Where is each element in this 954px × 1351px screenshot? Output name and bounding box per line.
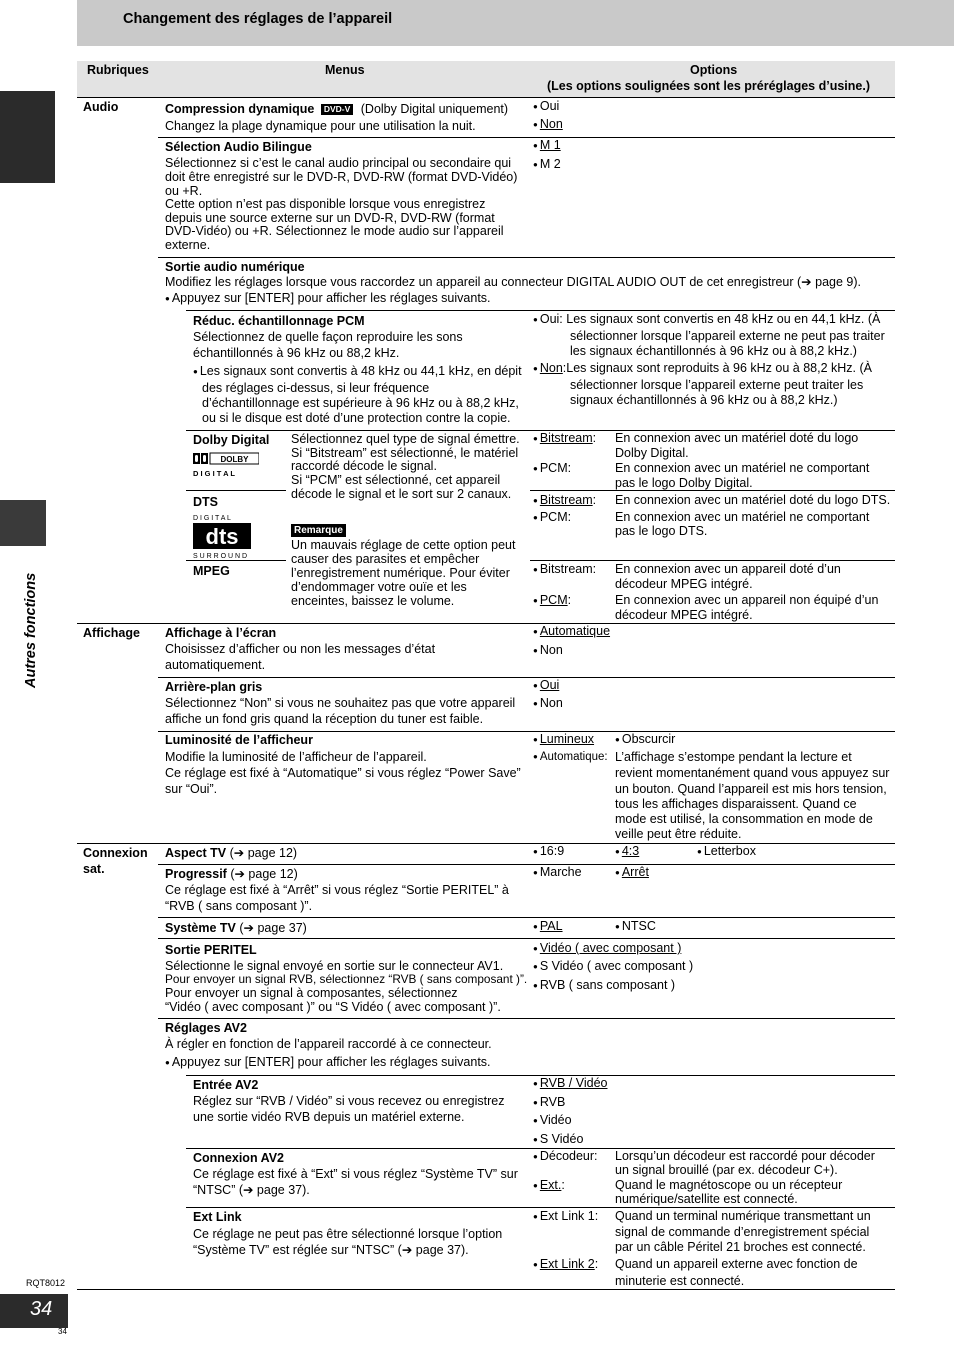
dolby-pcm-desc1: En connexion avec un matériel ne comportant [615,461,870,475]
lum-line2: Ce réglage est fixé à “Automatique” si vous réglez “Power Save” [165,766,521,780]
mpeg-pcm-desc1: En connexion avec un appareil non équipé d’un [615,593,879,607]
dolby-digital-logo [193,452,259,478]
remarque-line5: enceintes, baissez le volume. [291,594,455,608]
ext-desc1: Quand le magnétoscope ou un récepteur [615,1178,843,1192]
option-pal: ● PAL [533,919,563,935]
dolby-desc4: Si “PCM” est sélectionné, cet appareil [291,473,501,487]
mpeg-title: MPEG [193,564,230,578]
dolby-pcm-desc2: pas le logo Dolby Digital. [615,476,753,490]
peritel-line3: Pour envoyer un signal à composantes, sélectionnez [165,986,458,1000]
option-ext: ● Ext.: [533,1178,565,1194]
peritel-line2: Pour envoyer un signal RVB, sélectionnez “RVB ( sans composant )”. [165,972,528,986]
compression-title-row [165,102,508,116]
peritel-line1: Sélectionne le signal envoyé en sortie sur le connecteur AV1. [165,959,504,973]
dolby-title: Dolby Digital [193,433,270,447]
option-automatique-lum: ● Automatique: [533,750,608,765]
remarque-line1: Un mauvais réglage de cette option peut [291,538,516,552]
cav2-line1: Ce réglage est fixé à “Ext” si vous réglez “Système TV” sur [193,1167,518,1181]
remarque-line4: d’endommager votre ouïe et les [291,580,467,594]
sortie-title: Sortie audio numérique [165,260,305,274]
rubrique-audio: Audio [83,100,119,114]
option-m1: ● M 1 [533,138,561,154]
ecran-line1: Choisissez d’afficher ou non les messages d’état [165,642,436,656]
av2-title: Réglages AV2 [165,1021,247,1035]
mpeg-option-pcm: ● PCM: [533,593,571,609]
option-video: ● Vidéo [533,1113,572,1129]
peritel-title: Sortie PERITEL [165,943,257,957]
dolby-option-bitstream: ● Bitstream: [533,431,596,447]
lum-auto-desc2: revient momentanément quand vous appuyez sur [615,766,890,780]
arriere-title: Arrière-plan gris [165,680,263,694]
dts-logo [193,513,255,559]
entree-title: Entrée AV2 [193,1078,259,1092]
option-svideo-composant: ● S Vidéo ( avec composant ) [533,959,693,975]
dolby-option-pcm: ● PCM: [533,461,571,477]
dts-pcm-desc1: En connexion avec un matériel ne comportant [615,510,870,524]
remarque-line2: causer des parasites et empêcher [291,552,480,566]
dolby-bitstream-desc2: Dolby Digital. [615,446,689,460]
dolby-desc2: Si “Bitstream” est sélectionné, le matériel [291,446,519,460]
ecran-line2: automatiquement. [165,658,266,672]
lum-title: Luminosité de l’afficheur [165,733,313,747]
cav2-line2: “NTSC” (➔ page 37). [193,1183,310,1197]
lum-auto-desc5: mode est utilisé, la consommation en mode de [615,812,873,826]
extlink1-desc2: signal de commande d’enregistrement spécial [615,1225,870,1239]
bilingue-line5: depuis une source externe sur un DVD-R, DVD-RW (format [165,211,495,225]
option-non-arriere: ● Non [533,696,563,712]
arriere-line1: Sélectionnez “Non” si vous ne souhaitez pas que votre appareil [165,696,516,710]
lum-auto-desc6: veille peut être réduite. [615,827,742,841]
cav2-title: Connexion AV2 [193,1151,284,1165]
dts-logo-top: D I G I T A L [193,515,231,522]
pcm-title: Réduc. échantillonnage PCM [193,314,365,328]
pcm-non-line3: signaux échantillonnés à 96 kHz ou à 88,2 kHz.) [570,393,838,407]
option-marche: ● Marche [533,865,582,881]
progressif-line2: “RVB ( sans composant )”. [165,899,313,913]
compression-desc: Changez la plage dynamique pour une utilisation la nuit. [165,119,476,133]
option-m2: ● M 2 [533,157,561,173]
column-options-note: (Les options soulignées sont les préréglages d’usine.) [547,79,870,93]
option-extlink2: ● Ext Link 2: [533,1257,598,1273]
dts-option-bitstream: ● Bitstream: [533,493,596,509]
pcm-bullet3: d’échantillonnage est supérieure à 96 kHz ou à 88,2 kHz, [202,396,519,410]
dolby-logo-sub: D I G I T A L [193,469,235,478]
systeme-title-row: Système TV (➔ page 37) [165,921,307,935]
extlink2-desc2: minuterie est connecté. [615,1274,745,1288]
pcm-bullet2: des réglages ci-dessus, si leur fréquence [202,381,430,395]
option-rvb-video: ● RVB / Vidéo [533,1076,607,1092]
dolby-desc5: décode le signal et le sort sur 2 canaux. [291,487,512,501]
dts-title: DTS [193,495,218,509]
rubrique-affichage: Affichage [83,626,140,640]
dts-bitstream-desc: En connexion avec un matériel doté du logo DTS. [615,493,891,507]
dvd-v-badge: DVD-V [321,104,353,115]
option-16-9: ● 16:9 [533,844,564,860]
pcm-non-line2: sélectionner lorsque l’appareil externe peut traiter les [570,378,864,392]
page-title: Changement des réglages de l’appareil [123,11,393,27]
aspect-title-row: Aspect TV (➔ page 12) [165,846,298,860]
bilingue-line4: Cette option n’est pas disponible lorsque vous enregistrez [165,197,486,211]
column-options: Options [690,63,738,77]
peritel-line4: “Vidéo ( avec composant )” ou “S Vidéo ( avec composant )”. [165,1000,501,1014]
bilingue-title: Sélection Audio Bilingue [165,140,312,154]
mpeg-option-bitstream: ● Bitstream: [533,562,596,578]
option-non-ecran: ● Non [533,643,563,659]
column-menus: Menus [325,63,365,77]
extlink-title: Ext Link [193,1210,242,1224]
extlink-line1: Ce réglage ne peut pas être sélectionné lorsque l’option [193,1227,503,1241]
av2-line1: À régler en fonction de l’appareil raccordé à ce connecteur. [165,1037,492,1051]
column-rubriques: Rubriques [87,63,149,77]
compression-note: (Dolby Digital uniquement) [360,102,509,116]
page-number-small: 34 [58,1327,67,1336]
option-rvb: ● RVB [533,1095,565,1111]
bilingue-line1: Sélectionnez si c’est le canal audio principal ou secondaire qui [165,156,512,170]
option-ntsc: ● NTSC [615,919,656,935]
decodeur-desc1: Lorsqu’un décodeur est raccordé pour décoder [615,1149,875,1163]
dolby-logo-text: DOLBY [220,455,249,464]
extlink1-desc3: par un câble Péritel 21 broches est connecté. [615,1240,866,1254]
pcm-line1: Sélectionnez de quelle façon reproduire les sons [193,330,463,344]
option-rvb-sans: ● RVB ( sans composant ) [533,978,675,994]
pcm-line2: échantillonnés à 96 kHz ou 88,2 kHz. [193,346,400,360]
extlink1-desc1: Quand un terminal numérique transmettant un [615,1209,871,1223]
ecran-title: Affichage à l’écran [165,626,277,640]
bilingue-line2: doit être enregistré sur le DVD-R, DVD-RW (format DVD-Vidéo) [165,170,518,184]
option-lumineux: ● Lumineux [533,732,594,748]
progressif-line1: Ce réglage est fixé à “Arrêt” si vous réglez “Sortie PERITEL” à [165,883,509,897]
pcm-option-non: ● Non:Les signaux sont reproduits à 96 kHz ou à 88,2 kHz. (À [533,361,872,377]
option-video-composant: ● Vidéo ( avec composant ) [533,941,681,957]
rubrique-sat: sat. [83,862,105,876]
entree-line1: Réglez sur “RVB / Vidéo” si vous recevez ou enregistrez [193,1094,505,1108]
bilingue-line3: ou +R. [165,184,203,198]
extlink-line2: “Système TV” est réglée sur “NTSC” (➔ page 37). [193,1243,469,1257]
decodeur-desc2: un signal brouillé (par ex. décodeur C+). [615,1163,838,1177]
dts-option-pcm: ● PCM: [533,510,571,526]
option-4-3: ● 4:3 [615,844,639,860]
av2-line2: ● Appuyez sur [ENTER] pour afficher les réglages suivants. [165,1055,491,1071]
pcm-bullet1: ● Les signaux sont convertis à 48 kHz ou 44,1 kHz, en dépit [193,364,522,380]
document-code: RQT8012 [26,1278,66,1288]
lum-auto-desc1: L’affichage s’estompe pendant la lecture et [615,750,852,764]
lum-line1: Modifie la luminosité de l’afficheur de l’appareil. [165,750,427,764]
option-automatique: ● Automatique [533,624,610,640]
remarque-line3: l’enregistrement numérique. Pour éviter [291,566,510,580]
option-svideo: ● S Vidéo [533,1132,583,1148]
option-oui-arriere: ● Oui [533,678,559,694]
pcm-oui-line3: les signaux échantillonnés à 96 kHz ou à 88,2 kHz.) [570,344,857,358]
dts-logo-text: dts [205,524,239,549]
language-tab [0,91,55,183]
remarque-label: Remarque [291,522,346,538]
entree-line2: une sortie vidéo RVB depuis un matériel externe. [193,1110,465,1124]
option-arret: ● Arrêt [615,865,649,881]
dolby-desc1: Sélectionnez quel type de signal émettre. [291,432,520,446]
ext-desc2: numérique/satellite est connecté. [615,1192,798,1206]
language-label: FRANÇAIS [33,13,47,79]
bilingue-line7: externe. [165,238,211,252]
extlink2-desc1: Quand un appareil externe avec fonction de [615,1257,858,1271]
option-decodeur: ● Décodeur: [533,1149,598,1165]
sortie-line2: ● Appuyez sur [ENTER] pour afficher les réglages suivants. [165,291,491,307]
mpeg-bitstream-desc2: décodeur MPEG intégré. [615,577,753,591]
option-oui: ● Oui [533,99,559,115]
option-letterbox: ● Letterbox [697,844,756,860]
progressif-title-row: Progressif (➔ page 12) [165,867,298,881]
mpeg-bitstream-desc1: En connexion avec un appareil doté d’un [615,562,841,576]
lum-auto-desc4: tous les affichages disparaissent. Quand ce [615,797,857,811]
dts-pcm-desc2: pas le logo DTS. [615,524,708,538]
compression-title: Compression dynamique [165,102,315,116]
sortie-line1: Modifiez les réglages lorsque vous raccordez un appareil au connecteur DIGITAL AUDIO OUT de cet enregistreur (➔ page 9). [165,275,861,289]
lum-line3: sur “Oui”. [165,782,218,796]
pcm-oui-line2: sélectionner lorsque l’appareil externe ne peut pas traiter [570,329,885,343]
arriere-line2: affiche un fond gris quand la réception du tuner est faible. [165,712,484,726]
section-label: Autres fonctions [23,572,39,688]
bilingue-line6: DVD-Vidéo) ou +R. Sélectionnez le mode audio sur l’appareil [165,224,504,238]
lum-auto-desc3: un bouton. Quand l’appareil est mis hors tension, [615,782,887,796]
dolby-desc3: raccordé décode le signal. [291,459,437,473]
dolby-bitstream-desc1: En connexion avec un matériel doté du logo [615,431,859,445]
option-obscurcir: ● Obscurcir [615,732,675,748]
page-number: 34 [30,1298,53,1320]
dts-logo-bottom: S U R R O U N D [193,553,248,559]
pcm-bullet4: ou si le disque est doté d’une protection contre la copie. [202,411,511,425]
pcm-option-oui: ● Oui: Les signaux sont convertis en 48 kHz ou en 44,1 kHz. (À [533,312,880,328]
rubrique-connexion: Connexion [83,846,148,860]
option-extlink1: ● Ext Link 1: [533,1209,598,1225]
option-non: ● Non [533,117,563,133]
section-marker [0,500,46,546]
mpeg-pcm-desc2: décodeur MPEG intégré. [615,608,753,622]
